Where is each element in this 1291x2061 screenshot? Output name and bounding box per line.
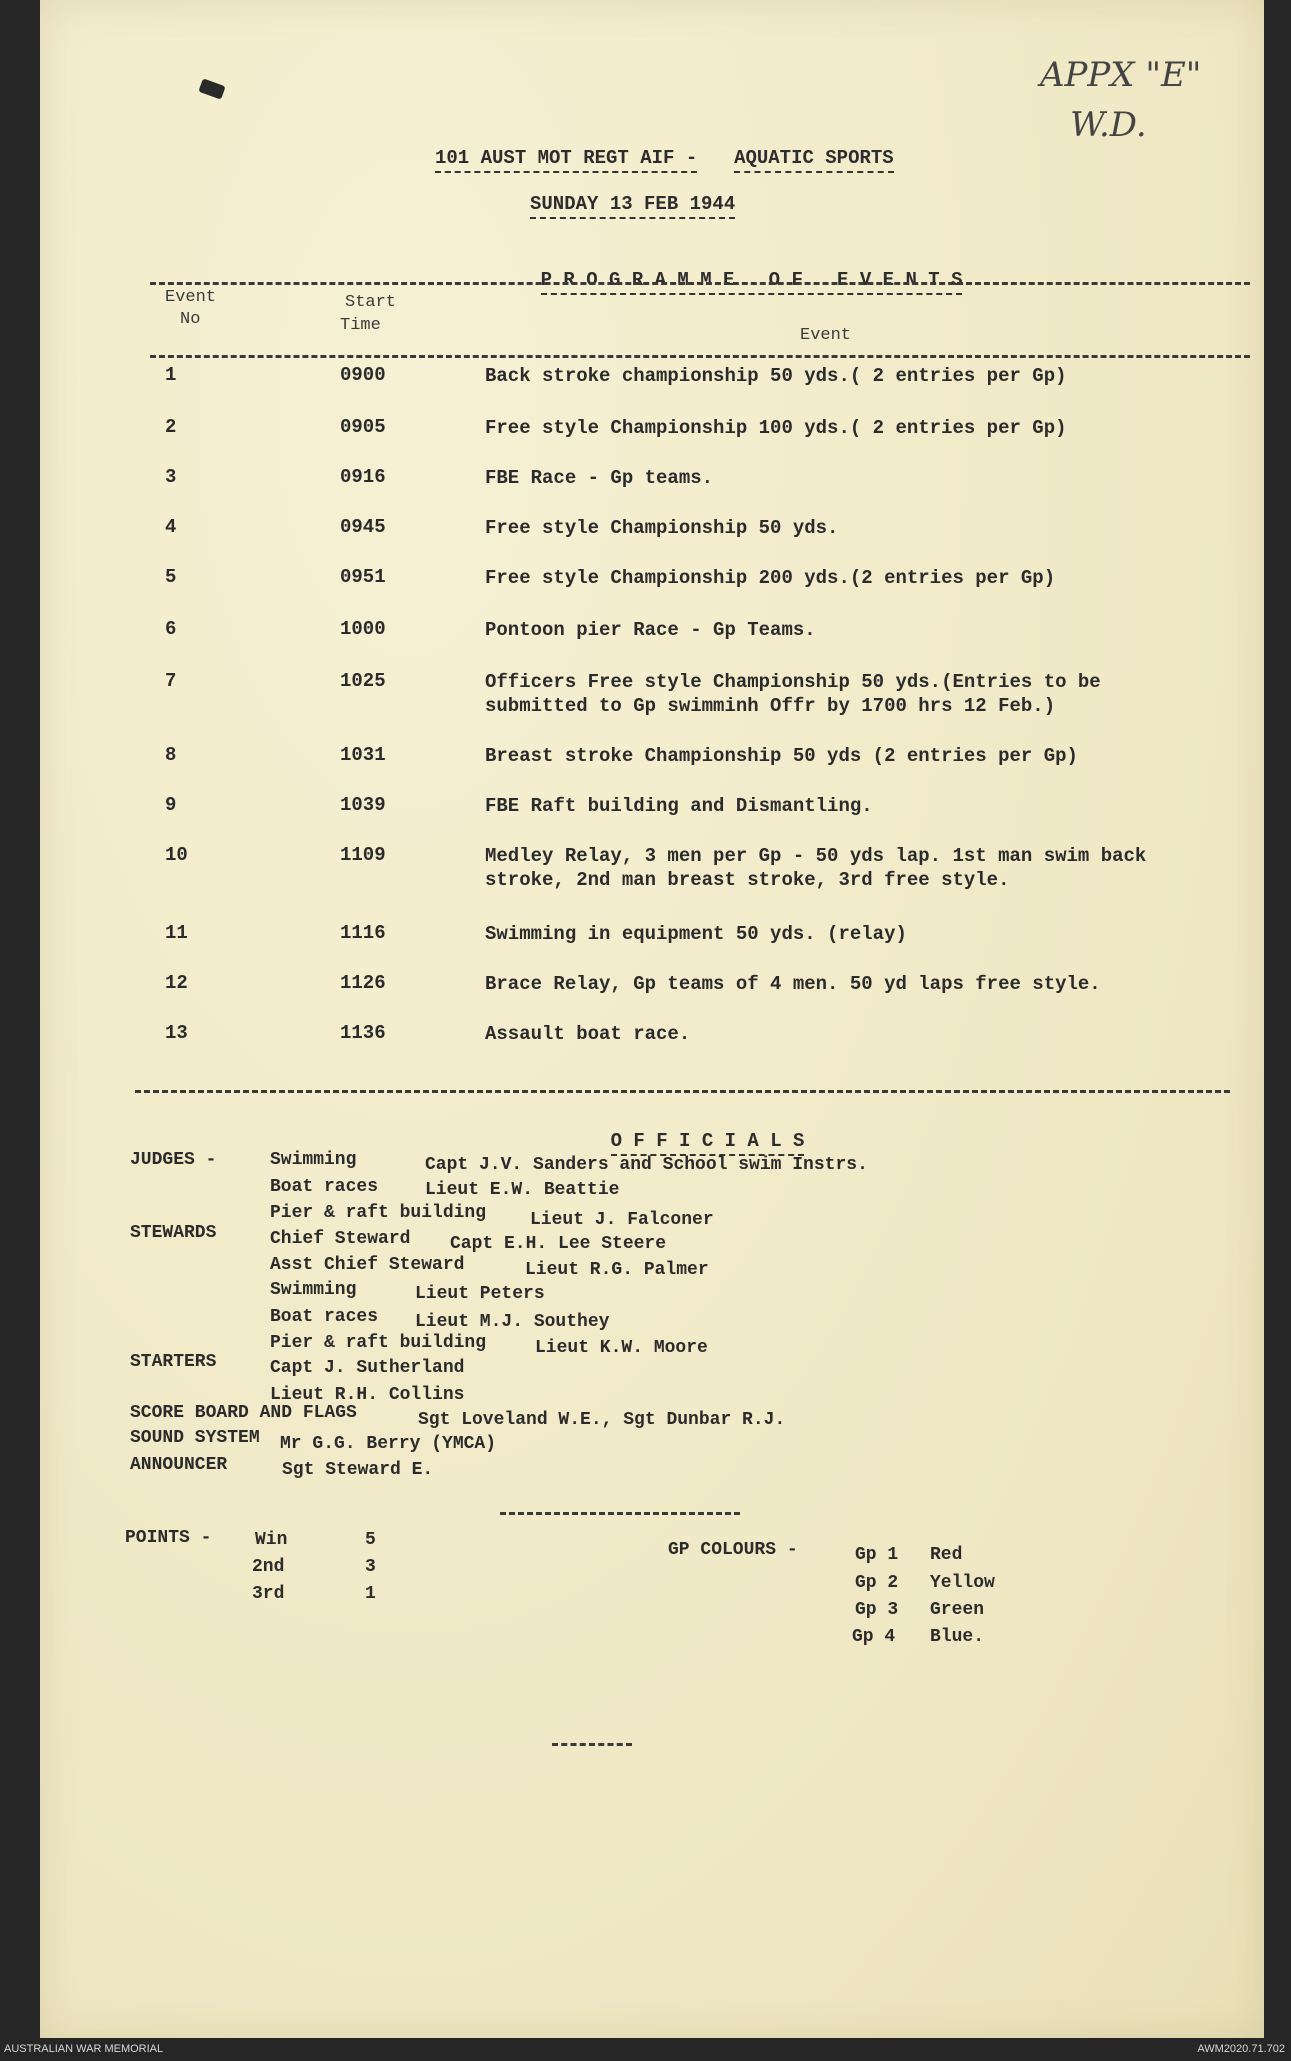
event-no: 5 (165, 566, 177, 588)
event-no: 2 (165, 416, 177, 438)
header-divider-bottom (150, 355, 1250, 358)
col-start-time-line2: Time (340, 316, 381, 335)
sound-system-name: Mr G.G. Berry (YMCA) (280, 1434, 497, 1454)
steward-name: Lieut R.G. Palmer (525, 1260, 709, 1280)
title-unit: 101 AUST MOT REGT AIF - (435, 147, 697, 173)
event-no: 8 (165, 744, 177, 766)
col-event-no-line2: No (180, 310, 201, 329)
event-no: 11 (165, 922, 188, 944)
event-time: 0916 (340, 466, 386, 488)
sound-system-label: SOUND SYSTEM (130, 1428, 260, 1448)
points-label: POINTS - (125, 1528, 212, 1548)
event-time: 1039 (340, 794, 386, 816)
colour-group: Gp 4 (852, 1627, 896, 1647)
ink-mark (198, 78, 225, 99)
starter-name: Lieut R.H. Collins (270, 1385, 465, 1405)
colours-label: GP COLOURS - (668, 1540, 798, 1560)
title-event: AQUATIC SPORTS (734, 147, 894, 173)
colour-name: Blue. (930, 1627, 985, 1647)
event-time: 0951 (340, 566, 386, 588)
event-time: 1116 (340, 922, 386, 944)
judge-role: Boat races (270, 1177, 379, 1197)
event-time: 0905 (340, 416, 386, 438)
footer-accession-number: AWM2020.71.702 (1197, 2043, 1285, 2055)
steward-name: Capt E.H. Lee Steere (450, 1234, 667, 1254)
event-no: 3 (165, 466, 177, 488)
judge-role: Swimming (270, 1150, 357, 1170)
colour-name: Green (930, 1600, 985, 1620)
event-time: 1109 (340, 844, 386, 866)
officials-divider (500, 1512, 740, 1515)
event-no: 13 (165, 1022, 188, 1044)
steward-role: Pier & raft building (270, 1333, 487, 1353)
event-text: FBE Raft building and Dismantling. (485, 795, 873, 817)
archive-footer (0, 2038, 1291, 2061)
points-value: 5 (365, 1530, 376, 1550)
event-text: Breast stroke Championship 50 yds (2 entries per Gp) (485, 745, 1078, 767)
scoreboard-names: Sgt Loveland W.E., Sgt Dunbar R.J. (418, 1410, 786, 1430)
document-title (435, 147, 894, 169)
points-place: 2nd (252, 1557, 285, 1577)
event-text: Medley Relay, 3 men per Gp - 50 yds lap. 1st man swim back stroke, 2nd man breast stroke, 3rd free style. (485, 845, 1147, 891)
col-event: Event (800, 326, 852, 345)
announcer-name: Sgt Steward E. (282, 1460, 434, 1480)
event-no: 4 (165, 516, 177, 538)
points-place: Win (255, 1530, 288, 1550)
event-time: 0900 (340, 364, 386, 386)
event-time: 1031 (340, 744, 386, 766)
judges-label: JUDGES - (130, 1150, 217, 1170)
event-no: 1 (165, 364, 177, 386)
event-text: Free style Championship 200 yds.(2 entries per Gp) (485, 567, 1056, 589)
event-time: 1000 (340, 618, 386, 640)
programme-heading (495, 247, 962, 313)
event-time: 1025 (340, 670, 386, 692)
footer-institution: AUSTRALIAN WAR MEMORIAL (4, 2043, 164, 2055)
event-time: 0945 (340, 516, 386, 538)
event-text: Officers Free style Championship 50 yds.(Entries to be submitted to Gp swimminh Offr by 1700 hrs 12 Feb.) (485, 671, 1101, 717)
colour-group: Gp 3 (855, 1600, 899, 1620)
steward-name: Lieut K.W. Moore (535, 1338, 708, 1358)
steward-role: Swimming (270, 1280, 357, 1300)
announcer-label: ANNOUNCER (130, 1455, 228, 1475)
scoreboard-label: SCORE BOARD AND FLAGS (130, 1403, 357, 1423)
event-text: Assault boat race. (485, 1023, 691, 1045)
event-text: Swimming in equipment 50 yds. (relay) (485, 923, 907, 945)
steward-name: Lieut Peters (415, 1284, 545, 1304)
event-text: FBE Race - Gp teams. (485, 467, 714, 489)
event-no: 12 (165, 972, 188, 994)
event-time: 1126 (340, 972, 386, 994)
event-text: Pontoon pier Race - Gp Teams. (485, 619, 816, 641)
handwritten-initials: W.D. (1070, 105, 1147, 145)
steward-role: Chief Steward (270, 1229, 411, 1249)
steward-role: Asst Chief Steward (270, 1255, 465, 1275)
event-no: 7 (165, 670, 177, 692)
points-place: 3rd (252, 1584, 285, 1604)
document-page (40, 0, 1264, 2038)
event-no: 10 (165, 844, 188, 866)
colour-name: Yellow (930, 1573, 995, 1593)
points-value: 3 (365, 1557, 376, 1577)
points-value: 1 (365, 1584, 376, 1604)
event-text: Brace Relay, Gp teams of 4 men. 50 yd laps free style. (485, 973, 1101, 995)
header-divider-top (150, 282, 1250, 285)
judge-name: Capt J.V. Sanders and School swim Instrs. (425, 1155, 868, 1175)
col-event-no-line1: Event (165, 288, 217, 307)
event-text: Free style Championship 50 yds. (485, 517, 839, 539)
document-date (530, 193, 735, 215)
event-text: Free style Championship 100 yds.( 2 entries per Gp) (485, 417, 1067, 439)
judge-name: Lieut J. Falconer (530, 1210, 714, 1230)
end-divider (552, 1743, 632, 1746)
officials-heading-text: O F F I C I A L S (611, 1130, 805, 1156)
col-start-time-line1: Start (345, 293, 397, 312)
event-time: 1136 (340, 1022, 386, 1044)
starter-name: Capt J. Sutherland (270, 1358, 465, 1378)
stewards-label: STEWARDS (130, 1223, 217, 1243)
event-no: 9 (165, 794, 177, 816)
judge-role: Pier & raft building (270, 1203, 487, 1223)
starters-label: STARTERS (130, 1352, 217, 1372)
colour-group: Gp 2 (855, 1573, 899, 1593)
steward-role: Boat races (270, 1307, 379, 1327)
programme-heading-text: P R O G R A M M E O F E V E N T S (541, 269, 963, 295)
steward-name: Lieut M.J. Southey (415, 1312, 610, 1332)
events-divider (135, 1090, 1230, 1093)
event-no: 6 (165, 618, 177, 640)
colour-name: Red (930, 1545, 963, 1565)
handwritten-appendix-note: APPX "E" (1040, 55, 1202, 95)
event-text: Back stroke championship 50 yds.( 2 entries per Gp) (485, 365, 1067, 387)
judge-name: Lieut E.W. Beattie (425, 1180, 620, 1200)
date-text: SUNDAY 13 FEB 1944 (530, 193, 735, 219)
colour-group: Gp 1 (855, 1545, 899, 1565)
